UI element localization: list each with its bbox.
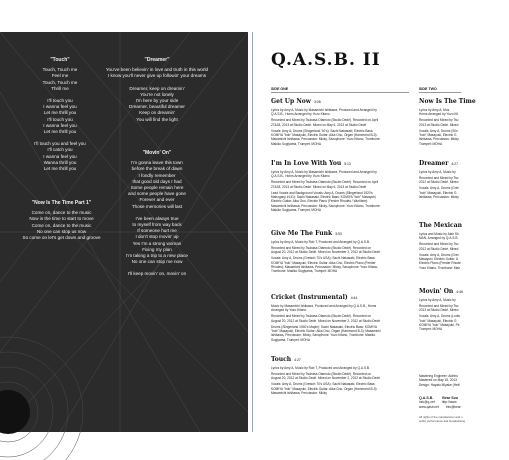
track-credits: Lyrics by Amy A, Mus Horns Arranged by Yuzo Kit Recorded and Mixed by Tsu 2013 at Studio Dedé. Mixed Vocals: Amy A, Drums (Slin "bob" Masayuki, Electric G Ishikawa, Percussion: Micky Trumpet: MOHA: [419, 108, 459, 146]
track-credits: Lyrics by Amy A, Music by Recorded and Mixed by Tsu 2012 at Studio Dedé. Mixed Vocals: Amy A, Drums (Gret "bob" Masayuki, Electric G Ishikawa, Percussion: Micky: [419, 170, 459, 200]
lyric-line: Feel me: [51, 73, 69, 79]
lyric-line: Those memories will last: [131, 203, 183, 209]
track-duration: 4:27: [294, 358, 301, 362]
footer-label-right: Bear Sou: [442, 396, 459, 400]
lyric-line: Wanna thrill you: [43, 159, 77, 165]
track-duration: 4:27: [451, 162, 459, 166]
track-duration: 4:46: [456, 290, 463, 294]
track-title: Dreamer 4:27: [419, 160, 459, 167]
lyric-line: and some people have gone: [128, 191, 186, 197]
lyric-line: I wanna feel you: [43, 153, 77, 159]
track-give-me-the-funk: [271, 230, 381, 275]
lyric-touch: [30, 57, 90, 172]
divider: [419, 92, 461, 93]
lyric-line: Touch, Touch me: [42, 67, 78, 73]
track-the-mexican: [419, 222, 509, 272]
lyric-title: "Touch": [50, 57, 70, 63]
lyric-line: Come on, dance to the music: [31, 210, 92, 216]
lyric-line: Let me thrill you: [43, 110, 77, 116]
track-duration: 4:44: [350, 296, 358, 300]
track-dreamer: [419, 160, 509, 201]
track-duration: 3:08: [313, 100, 321, 104]
lyric-line: I fondly remember: [138, 172, 176, 178]
lyric-line: You will find the light: [136, 116, 178, 122]
track-title: Give Me The Funk 3:53: [271, 230, 342, 237]
lyric-line: Fixing my plan: [142, 246, 172, 252]
lyric-line: I wanna feel you: [43, 122, 77, 128]
lyric-dreamer: [97, 57, 217, 123]
track-duration: 3:53: [335, 232, 342, 236]
track-title: Movin' On 4:46: [419, 288, 463, 295]
lyric-line: I'm here by your side: [135, 98, 179, 104]
lyric-line: If someone hurt me: [137, 228, 177, 234]
track-im-in-love-with-you: [271, 160, 381, 214]
lyric-line: You're not lonely: [140, 91, 174, 97]
side-two-label: SIDE TWO: [419, 87, 437, 91]
track-title: Touch 4:27: [271, 356, 301, 363]
lyric-line: I'll touch you and feel you: [34, 141, 86, 147]
lyric-line: So come on let's get down and groove: [22, 235, 101, 241]
mastering-credits: Mastering Engineer: Akihiro Mastered on May 15, 2013 Design: Hayato Miyake (Hett: [419, 374, 460, 387]
lyric-line: Keep on dreamin': [139, 110, 175, 116]
credits-page: [252, 32, 476, 432]
lyric-line: You've been believin' in love and truth in this world: [105, 67, 209, 73]
track-get-up-now: [271, 98, 381, 148]
lyric-line: Thrill me: [51, 85, 69, 91]
track-credits: Lyrics by Amy A, Music by Rob T, Produced and Arranged by Q.A.S.B. Recorded and Mixed by Tsubasa Otamoto (Studio Dedé). Recorded on August 20, 2012 at Studio Dedé. Mixed on November 2, 2012 at Studio Dedé Vocals: Amy A, Drums (Gretsch 70's USA): Sachi Nakasaki, Electric Bass: KOMIYA "bob" Masayuki, Electric Guitar: Aika Ono, Electric Piano (Fender Rhodes): Masamichi Ishikawa, Percussion: Micky, Saxophone: Yuzo Kitano, Trombone: Makiko Sugiyama, Trumpet: MOHA: [271, 240, 380, 274]
lyric-line: I'll catch you: [47, 147, 73, 153]
track-movin-on: [419, 288, 509, 333]
lyric-line: Dreamer, beautiful dreamer: [129, 104, 185, 110]
rights-footnote: All rights of the manufacturer and o public performance and broadcasting: [419, 415, 466, 423]
footer-brand: Q.A.S.B.: [419, 396, 434, 400]
lyric-line: Let me thrill you: [43, 129, 77, 135]
lyric-line: I'll keep movin' on, movin' on: [127, 271, 187, 277]
side-one-label: SIDE ONE: [271, 87, 289, 91]
track-cricket: [271, 294, 381, 344]
lyric-line: I'm gonna leave this town: [131, 160, 183, 166]
lyric-line: Some people remain here: [130, 185, 184, 191]
track-credits: Lyrics and Music by Alan Sh MAN, Arranged by Q.A.S.B. Recorded and Mixed by Tsu 2012 at Studio Dedé. Mixed Vocals: Amy A, Drums (Gret Masayuki, Electric Guitar: A Electric Piano (Fender Rhode Yuzo Kitano, Trombone: Mak: [419, 232, 461, 270]
track-credits: Lyrics by Amy A, Music by Recorded and Mixed by Tsu 2013 at Studio Dedé. Mixed Vocals: Amy A, Drums (Ludw "bob" Masayuki, Electric G KOMIYA "bob" Masayuki, Pe Trumpet: MOHA: [419, 298, 460, 332]
lyric-line: No one can stop us now: [36, 228, 87, 234]
lyric-line: I've been always true: [135, 215, 179, 221]
track-title: The Mexican: [419, 222, 462, 229]
track-credits: Lyrics by Amy A, Music by Masamichi Ishikawa, Produced and Arranged by Q.A.S.B., Horns Arranged by Yuzo Kitano Recorded and Mixed by Tsubasa Otamoto (Studio Dedé). Recorded on April 27&28, 2013 at Studio Dedé. Mixed on May 6, 2013 at Studio Dedé Vocals: Amy A, Drums (Slingerland '40's): Sachi Nakasaki, Electric Bass: KOMIYA "bob" Masayuki, Electric Guitar: Aika Ono, Organ (Hammond B-3): Masamichi Ishikawa, Percussion: Micky, Saxophone: Yuzo Kitano, Trombone: Makiko Sugiyama, Trumpet: MOHA: [271, 108, 381, 146]
lyric-line: Come on, dance to the music: [31, 222, 92, 228]
track-duration: 5:13: [344, 162, 351, 166]
lyric-title: "Now Is The Time Part 1": [31, 200, 92, 206]
lyric-line: Now is the time to start to move: [29, 216, 94, 222]
track-credits: Lyrics by Amy A, Music by Masamichi Ishikawa, Produced and Arranged by Q.A.S.B., Horns Arranged by Yuzo Kitano Recorded and Mixed by Tsubasa Otamoto (Studio Dedé). Recorded on April 27&28, 2013 at Studio Dedé. Mixed on May 6, 2013 at Studio Dedé Lead Vocals and Background Vocals: Amy A, Drums (Slingerland 1920's Mahogany #141): Sachi Nakasaki, Electric Bass: KOMIYA "bob" Masayuki, Electric Guitar: Aika Ono, Electric Piano (Fender Rhodes / Wurlitzer): Masamichi Ishikawa, Percussion: Micky, Saxophone: Yuzo Kitano, Trombone: Makiko Sugiyama, Trumpet: MOHA: [271, 170, 381, 213]
track-now-is-the-time: [419, 98, 509, 148]
divider: [271, 92, 409, 93]
track-title: Get Up Now 3:08: [271, 98, 321, 105]
track-credits: Music by Masamichi Ishikawa, Produced and Arranged by Q.A.S.B., Horns Arranged by Yuzo Kitano Recorded and Mixed by Tsubasa Otamoto (Studio Dedé). Recorded on August 20, 2012 at Studio Dedé. Mixed on November 2, 2012 at Studio Dedé Drums (Slingerland 1940's Maple): Sachi Nakasaki, Electric Bass: KOMIYA "bob" Masayuki, Electric Guitar: Aika Ono, Organ (Hammond B-3): Masamichi Ishikawa, Percussion: Micky, Saxophone: Yuzo Kitano, Trombone: Makiko Sugiyama, Trumpet: MOHA: [271, 304, 381, 342]
lyric-title: "Dreamer": [144, 57, 170, 63]
footer-site: www.qasb.net: [419, 404, 439, 409]
lyric-line: I know you'll never give up followin' your dreams: [107, 73, 206, 79]
lyric-line: I'm taking a trip to a new place: [126, 253, 188, 259]
lyric-line: Forever and ever: [139, 197, 175, 203]
lyric-line: No one can stop me now: [131, 259, 183, 265]
track-touch: [271, 356, 381, 397]
lyric-line: I'll touch you: [47, 116, 73, 122]
lyric-line: I don't stop movin' up: [135, 234, 179, 240]
track-title: Cricket (Instrumental) 4:44: [271, 294, 358, 301]
lyric-line: Dreamer, keep on dreamin': [129, 85, 185, 91]
lyric-line: I wanna feel you: [43, 104, 77, 110]
lyric-line: Yes I'm a strong woman: [132, 240, 182, 246]
lyric-line: Let me thrill you: [43, 166, 77, 172]
lyric-title: "Movin' On": [142, 150, 172, 156]
lyrics-page: [0, 32, 248, 432]
track-title: I'm In Love With You 5:13: [271, 160, 351, 167]
track-title: Now Is The Time: [419, 98, 476, 105]
footer-contact: Q.A.S.B. Bear Sou info@q-net http://www www.qasb.net info@bear: [419, 396, 461, 409]
lyric-line: before the break of dawn: [131, 166, 183, 172]
lyric-line: to myself from way back: [132, 222, 182, 228]
lyric-line: Touch, Touch me: [42, 79, 78, 85]
footer-email: info@q-net: [419, 400, 435, 405]
lyric-now-is-the-time: [14, 200, 109, 241]
album-title: Q.A.S.B. II: [271, 50, 381, 70]
track-credits: Lyrics by Amy A, Music by Rob T, Produced and Arranged by Q.A.S.B. Recorded and Mixed by Tsubasa Otamoto (Studio Dedé). Recorded on August 20, 2012 at Studio Dedé. Mixed on November 2, 2012 at Studio Dedé Vocals: Amy A, Drums (Gretsch 70's USA): Sachi Nakasaki, Electric Bass: KOMIYA "bob" Masayuki, Electric Guitar: Aika Ono, Organ (Hammond B-3): Masamichi Ishikawa, Percussion: Micky: [271, 366, 380, 396]
lyric-movin-on: [107, 150, 207, 278]
lyric-line: that good old days I had: [132, 178, 182, 184]
lyric-line: I'll touch you: [47, 98, 73, 104]
